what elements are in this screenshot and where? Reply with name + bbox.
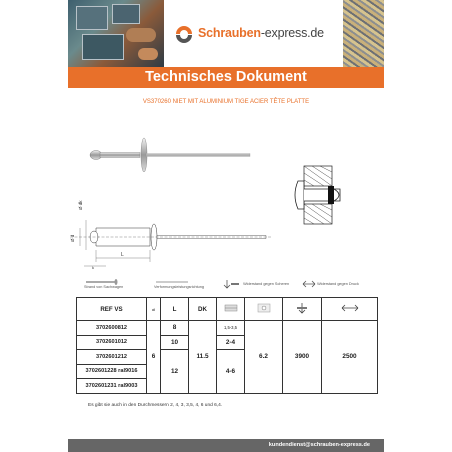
- cell-ref: 3702601231 ral9003: [77, 379, 147, 394]
- header-l: L: [161, 298, 189, 321]
- legend-item-4: Widerstand gegen Druck: [302, 279, 359, 293]
- cell-ref: 3702601012: [77, 335, 147, 350]
- dim-k-label: k: [92, 265, 94, 270]
- header-photo-tools: [68, 0, 164, 67]
- cell-ref: 3702601212: [77, 350, 147, 365]
- title-bar: [68, 67, 384, 88]
- drill-hole-icon: [257, 303, 271, 313]
- dim-l-label: L: [121, 252, 124, 258]
- cell-shear: 3900: [283, 321, 322, 394]
- legend-item-3: Widerstand gegen Scheren: [222, 279, 289, 293]
- header-drill-icon: [245, 298, 283, 321]
- header-d: d: [147, 298, 161, 321]
- header-shear-icon: [283, 298, 322, 321]
- availability-note: Es gibt sie auch in den Durchmessern 2, 4, 3, 3,5, 4, 6 und 6,4.: [88, 403, 223, 408]
- cell-drill: 6.2: [245, 321, 283, 394]
- rivet-illustration: [88, 130, 258, 172]
- grip-range-icon: [224, 304, 238, 312]
- cell-ref: 3702601228 ral9016: [77, 364, 147, 379]
- shear-icon: [222, 279, 242, 289]
- logo-icon: [174, 24, 194, 44]
- cross-section-diagram: [290, 165, 346, 225]
- logo-text-primary: Schrauben: [198, 26, 261, 40]
- cell-d: 6: [147, 321, 161, 394]
- tensile-icon: [302, 279, 316, 289]
- dimension-drawing: [66, 200, 276, 270]
- legend-item-2: Verformungsleistungsrichtung: [154, 279, 204, 293]
- header-dk: DK: [189, 298, 217, 321]
- header-banner: [68, 0, 384, 67]
- cell-grip: 1,5-3,5: [217, 321, 245, 336]
- cell-l: 10: [161, 335, 189, 350]
- table-row: [77, 321, 378, 336]
- cell-ref: 3702600812: [77, 321, 147, 336]
- footer-bar: [68, 439, 384, 452]
- header-tensile-icon: [322, 298, 378, 321]
- cell-l: 8: [161, 321, 189, 336]
- cell-dk: 11.5: [189, 321, 217, 394]
- tensile-force-icon: [341, 304, 359, 312]
- legend-item-1: Strand von Sachwagen: [84, 279, 124, 293]
- logo-text-secondary: -express.de: [260, 26, 324, 40]
- header-photo-screws: [343, 0, 384, 67]
- cell-tensile: 2500: [322, 321, 378, 394]
- product-subtitle: VS370260 NIET MIT ALUMINIUM TIGE ACIER TÊTE PLATTE: [142, 99, 310, 105]
- dim-dk-label: Ø dk: [78, 200, 83, 210]
- header-ref: REF VS: [77, 298, 147, 321]
- logo-area: [164, 0, 343, 67]
- spec-table: [76, 297, 378, 394]
- footer-email[interactable]: kundendienst@schrauben-express.de: [268, 442, 370, 448]
- cell-l: 12: [161, 350, 189, 394]
- shear-force-icon: [295, 302, 309, 314]
- logo-text: [198, 26, 324, 40]
- table-header-row: [77, 298, 378, 321]
- dim-d-label: Ø d: [70, 234, 75, 242]
- header-grip-icon: [217, 298, 245, 321]
- cell-grip: 2-4: [217, 335, 245, 350]
- page-title: Technisches Dokument: [145, 69, 307, 85]
- cell-grip: 4-6: [217, 350, 245, 394]
